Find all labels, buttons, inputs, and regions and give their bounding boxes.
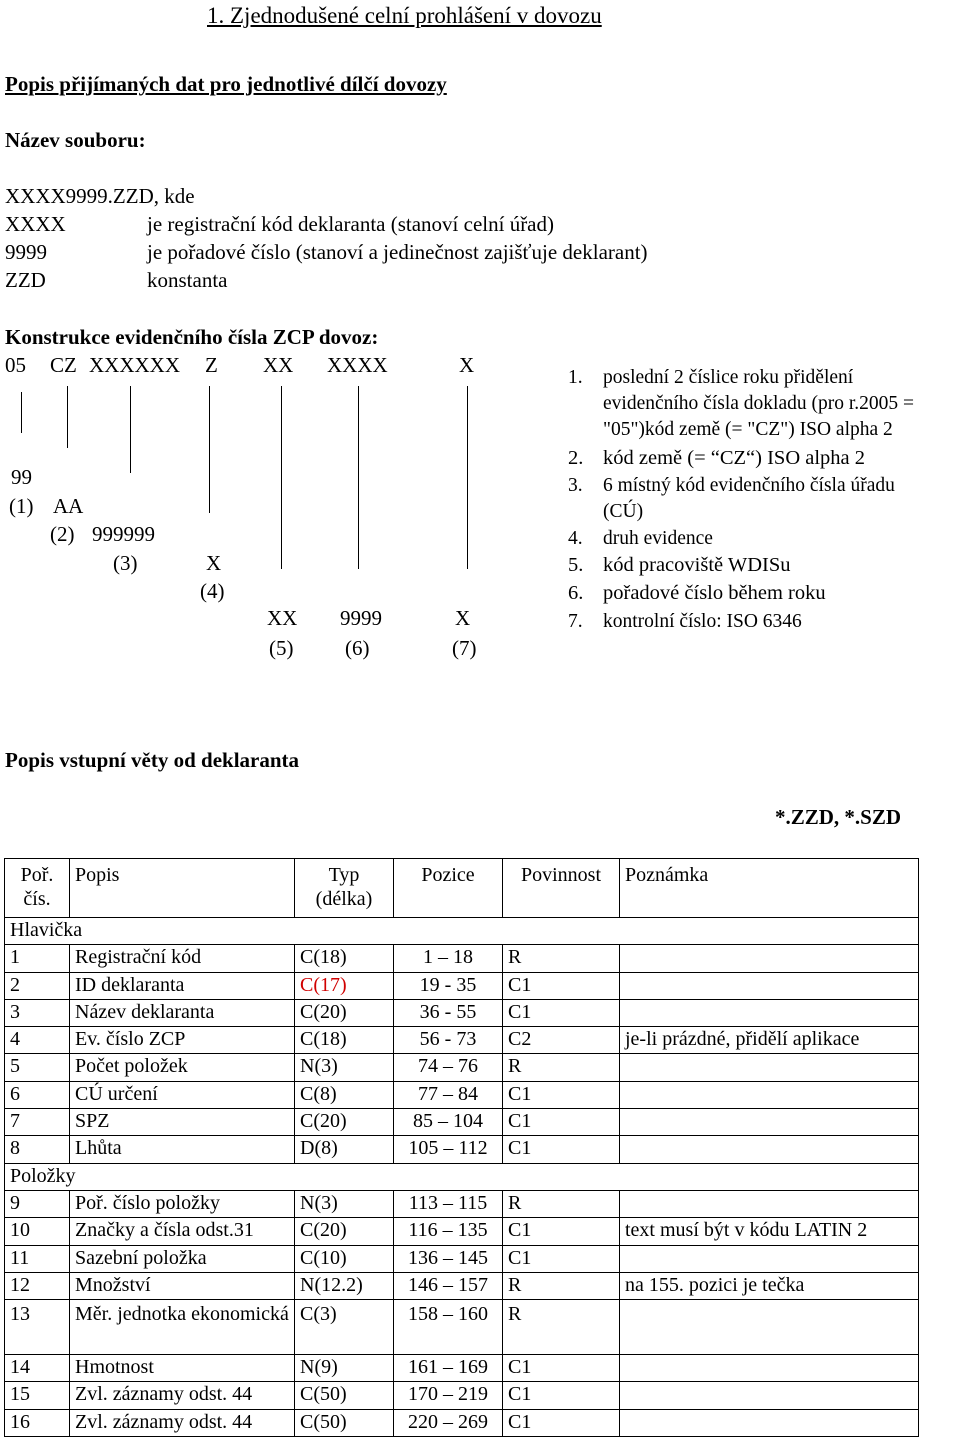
table-row xyxy=(5,1300,919,1355)
header-position: Pozice xyxy=(394,859,503,918)
cell-number: 7 xyxy=(5,1109,70,1136)
zcp-label-num: (3) xyxy=(113,551,138,575)
table-row xyxy=(5,1109,919,1136)
filename-heading: Název souboru: xyxy=(5,128,146,152)
filename-desc: je pořadové číslo (stanoví a jedinečnost zajišťuje deklarant) xyxy=(147,240,648,264)
cell-requirement: C1 xyxy=(503,999,620,1026)
cell-number: 10 xyxy=(5,1218,70,1245)
page-title: 1. Zjednodušené celní prohlášení v dovozu xyxy=(207,3,602,28)
cell-type: C(50) xyxy=(295,1409,394,1436)
cell-description: Registrační kód xyxy=(70,945,295,972)
zcp-label: X xyxy=(206,551,222,575)
cell-position: 170 – 219 xyxy=(394,1382,503,1409)
cell-type: C(10) xyxy=(295,1245,394,1272)
cell-number: 4 xyxy=(5,1027,70,1054)
zcp-label-num: (6) xyxy=(345,636,370,660)
connector-line xyxy=(209,386,210,513)
zcp-part: CZ xyxy=(50,353,77,377)
cell-note xyxy=(620,1190,919,1217)
table-row xyxy=(5,1218,919,1245)
zcp-part: XX xyxy=(263,353,294,377)
cell-type: N(9) xyxy=(295,1355,394,1382)
cell-type: C(18) xyxy=(295,1027,394,1054)
zcp-part: 05 xyxy=(5,353,26,377)
cell-number: 11 xyxy=(5,1245,70,1272)
cell-description: SPZ xyxy=(70,1109,295,1136)
cell-requirement: C1 xyxy=(503,1109,620,1136)
section-heading: Popis vstupní věty od deklaranta xyxy=(5,748,300,772)
cell-position: 158 – 160 xyxy=(394,1300,503,1355)
connector-line xyxy=(358,386,359,569)
cell-position: 36 - 55 xyxy=(394,999,503,1026)
cell-number: 12 xyxy=(5,1272,70,1299)
cell-note: na 155. pozici je tečka xyxy=(620,1272,919,1299)
cell-note xyxy=(620,1245,919,1272)
cell-type: N(12.2) xyxy=(295,1272,394,1299)
cell-description: Množství xyxy=(70,1272,295,1299)
cell-number: 8 xyxy=(5,1136,70,1163)
cell-description: Lhůta xyxy=(70,1136,295,1163)
cell-type: C(50) xyxy=(295,1382,394,1409)
cell-number: 16 xyxy=(5,1409,70,1436)
cell-note xyxy=(620,1136,919,1163)
cell-number: 9 xyxy=(5,1190,70,1217)
cell-note xyxy=(620,1355,919,1382)
cell-note: je-li prázdné, přidělí aplikace xyxy=(620,1027,919,1054)
table-row xyxy=(5,999,919,1026)
filename-pattern: XXXX9999.ZZD, kde xyxy=(5,184,195,208)
group-label: Hlavička xyxy=(5,918,919,945)
cell-number: 14 xyxy=(5,1355,70,1382)
filename-desc: je registrační kód deklaranta (stanoví celní úřad) xyxy=(147,212,554,236)
cell-type: C(20) xyxy=(295,1218,394,1245)
cell-position: 74 – 76 xyxy=(394,1054,503,1081)
table-row xyxy=(5,1409,919,1436)
header-description: Popis xyxy=(70,859,295,918)
table-row xyxy=(5,1054,919,1081)
cell-requirement: C2 xyxy=(503,1027,620,1054)
cell-position: 146 – 157 xyxy=(394,1272,503,1299)
cell-note xyxy=(620,1300,919,1355)
cell-type: C(20) xyxy=(295,999,394,1026)
header-type: Typ (délka) xyxy=(295,859,394,918)
cell-requirement: C1 xyxy=(503,1355,620,1382)
filename-code: 9999 xyxy=(5,240,47,264)
record-spec-table xyxy=(4,858,919,1437)
cell-type: C(3) xyxy=(295,1300,394,1355)
file-extensions: *.ZZD, *.SZD xyxy=(775,805,902,829)
table-group-row xyxy=(5,1163,919,1190)
cell-note xyxy=(620,1081,919,1108)
filename-desc: konstanta xyxy=(147,268,228,292)
cell-requirement: C1 xyxy=(503,1245,620,1272)
cell-requirement: C1 xyxy=(503,1218,620,1245)
table-row xyxy=(5,1272,919,1299)
cell-note: text musí být v kódu LATIN 2 xyxy=(620,1218,919,1245)
cell-type: N(3) xyxy=(295,1054,394,1081)
header-number: Poř. čís. xyxy=(5,859,70,918)
table-row xyxy=(5,1190,919,1217)
cell-type: N(3) xyxy=(295,1190,394,1217)
connector-line xyxy=(281,386,282,569)
table-row xyxy=(5,1355,919,1382)
subtitle: Popis přijímaných dat pro jednotlivé dílčí dovozy xyxy=(5,72,447,96)
cell-description: Poř. číslo položky xyxy=(70,1190,295,1217)
connector-line xyxy=(130,386,131,473)
header-requirement: Povinnost xyxy=(503,859,620,918)
cell-requirement: R xyxy=(503,945,620,972)
cell-note xyxy=(620,1054,919,1081)
cell-description: Název deklaranta xyxy=(70,999,295,1026)
zcp-label: XX xyxy=(267,606,298,630)
filename-code: XXXX xyxy=(5,212,66,236)
zcp-part: XXXXXX xyxy=(89,353,180,377)
cell-note xyxy=(620,1409,919,1436)
cell-position: 77 – 84 xyxy=(394,1081,503,1108)
cell-position: 220 – 269 xyxy=(394,1409,503,1436)
cell-note xyxy=(620,972,919,999)
cell-requirement: C1 xyxy=(503,1382,620,1409)
cell-requirement: R xyxy=(503,1272,620,1299)
cell-requirement: C1 xyxy=(503,1409,620,1436)
cell-requirement: R xyxy=(503,1054,620,1081)
zcp-label-num: (4) xyxy=(200,579,225,603)
cell-requirement: C1 xyxy=(503,972,620,999)
cell-position: 161 – 169 xyxy=(394,1355,503,1382)
zcp-label: 99 xyxy=(11,465,32,489)
cell-requirement: R xyxy=(503,1190,620,1217)
cell-type: C(8) xyxy=(295,1081,394,1108)
table-row xyxy=(5,1382,919,1409)
cell-position: 1 – 18 xyxy=(394,945,503,972)
table-row xyxy=(5,1027,919,1054)
cell-position: 56 - 73 xyxy=(394,1027,503,1054)
cell-position: 116 – 135 xyxy=(394,1218,503,1245)
cell-requirement: R xyxy=(503,1300,620,1355)
zcp-label-num: (5) xyxy=(269,636,294,660)
cell-type: C(17) xyxy=(295,972,394,999)
zcp-label: X xyxy=(455,606,471,630)
connector-line xyxy=(467,386,468,569)
cell-position: 113 – 115 xyxy=(394,1190,503,1217)
cell-note xyxy=(620,945,919,972)
zcp-label-num: (1) xyxy=(9,494,34,518)
cell-position: 19 - 35 xyxy=(394,972,503,999)
table-row xyxy=(5,1081,919,1108)
cell-number: 13 xyxy=(5,1300,70,1355)
zcp-label-num: (7) xyxy=(452,636,477,660)
cell-number: 1 xyxy=(5,945,70,972)
cell-description: Značky a čísla odst.31 xyxy=(70,1218,295,1245)
cell-number: 6 xyxy=(5,1081,70,1108)
cell-description: Měr. jednotka ekonomická xyxy=(70,1300,295,1355)
cell-requirement: C1 xyxy=(503,1081,620,1108)
cell-description: ID deklaranta xyxy=(70,972,295,999)
cell-description: Zvl. záznamy odst. 44 xyxy=(70,1382,295,1409)
table-group-row xyxy=(5,918,919,945)
cell-type: C(20) xyxy=(295,1109,394,1136)
filename-code: ZZD xyxy=(5,268,46,292)
cell-number: 15 xyxy=(5,1382,70,1409)
cell-type: D(8) xyxy=(295,1136,394,1163)
zcp-label: 9999 xyxy=(340,606,382,630)
cell-description: CÚ určení xyxy=(70,1081,295,1108)
connector-line xyxy=(67,386,68,448)
cell-number: 2 xyxy=(5,972,70,999)
table-row xyxy=(5,1136,919,1163)
cell-type: C(18) xyxy=(295,945,394,972)
header-note: Poznámka xyxy=(620,859,919,918)
zcp-heading: Konstrukce evidenčního čísla ZCP dovoz: xyxy=(5,325,379,349)
table-row xyxy=(5,972,919,999)
zcp-label: AA xyxy=(53,494,84,518)
cell-description: Počet položek xyxy=(70,1054,295,1081)
cell-description: Hmotnost xyxy=(70,1355,295,1382)
cell-position: 136 – 145 xyxy=(394,1245,503,1272)
zcp-part: Z xyxy=(205,353,218,377)
table-row xyxy=(5,945,919,972)
zcp-label: 999999 xyxy=(92,522,155,546)
cell-description: Sazební položka xyxy=(70,1245,295,1272)
cell-note xyxy=(620,1109,919,1136)
cell-position: 85 – 104 xyxy=(394,1109,503,1136)
zcp-part: X xyxy=(459,353,475,377)
group-label: Položky xyxy=(5,1163,919,1190)
cell-note xyxy=(620,999,919,1026)
cell-note xyxy=(620,1382,919,1409)
cell-position: 105 – 112 xyxy=(394,1136,503,1163)
cell-description: Ev. číslo ZCP xyxy=(70,1027,295,1054)
cell-number: 3 xyxy=(5,999,70,1026)
cell-requirement: C1 xyxy=(503,1136,620,1163)
zcp-label-num: (2) xyxy=(50,522,75,546)
connector-line xyxy=(21,392,22,433)
cell-description: Zvl. záznamy odst. 44 xyxy=(70,1409,295,1436)
table-row xyxy=(5,1245,919,1272)
table-header-row xyxy=(5,859,919,918)
cell-number: 5 xyxy=(5,1054,70,1081)
zcp-part: XXXX xyxy=(327,353,388,377)
